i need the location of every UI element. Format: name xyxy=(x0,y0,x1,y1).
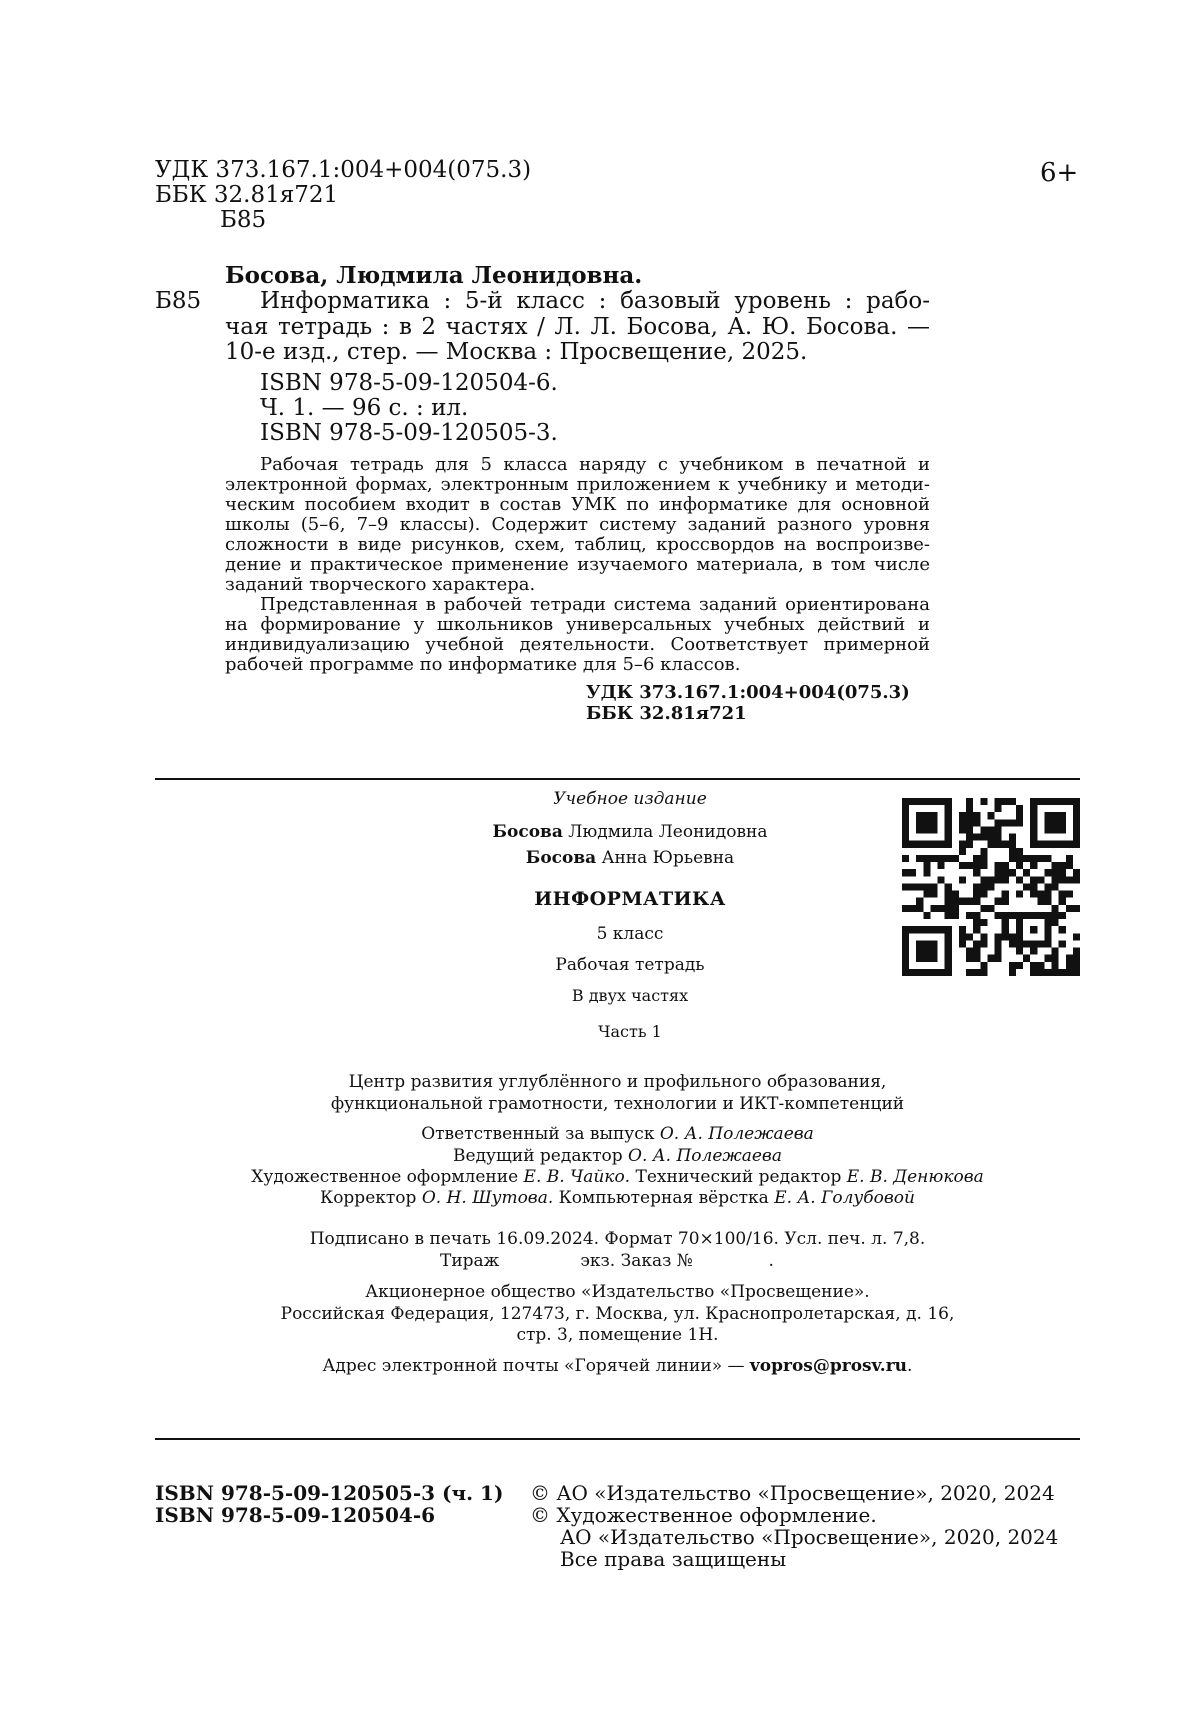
biblio-bbk-right: ББК 32.81я721 xyxy=(586,703,747,724)
hotline-email-end: . xyxy=(907,1356,913,1376)
divider-bottom xyxy=(155,1438,1080,1440)
publisher-line-3: стр. 3, помещение 1Н. xyxy=(516,1325,719,1345)
publisher-line-2: Российская Федерация, 127473, г. Москва, ул. Краснопролетарская, д. 16, xyxy=(280,1304,955,1324)
layout-name: Е. А. Голубовой xyxy=(774,1188,915,1208)
author-1 xyxy=(400,823,860,842)
abstract1-line-4: школы (5–6, 7–9 классы). Содержит систему заданий разного уровня xyxy=(225,514,930,535)
author-2-surname: Босова xyxy=(525,848,597,868)
art-name: Е. В. Чайко. xyxy=(523,1167,631,1187)
proof-label: Корректор xyxy=(320,1188,422,1208)
signed-line: Подписано в печать 16.09.2024. Формат 70×100/16. Усл. печ. л. 7,8. xyxy=(309,1229,926,1249)
copyright-line-3: АО «Издательство «Просвещение», 2020, 2024 xyxy=(560,1525,1059,1549)
edition-type: Учебное издание xyxy=(553,789,707,809)
center-line-2: функциональной грамотности, технологии и ИКТ-компетенций xyxy=(330,1094,905,1114)
biblio-udk-right: УДК 373.167.1:004+004(075.3) xyxy=(586,682,910,703)
proof-name: О. Н. Шутова. xyxy=(421,1188,554,1208)
responsible-name: О. А. Полежаева xyxy=(659,1124,814,1144)
header-author-mark: Б85 xyxy=(220,207,267,233)
copyright-line-2: © Художественное оформление. xyxy=(530,1503,877,1527)
header-udk: УДК 373.167.1:004+004(075.3) xyxy=(155,157,532,183)
art-tech-line xyxy=(155,1168,1080,1187)
author-1-surname: Босова xyxy=(492,822,563,842)
abstract1-line-1: Рабочая тетрадь для 5 класса наряду с учебником в печатной и xyxy=(260,454,930,475)
lead-editor-name: О. А. Полежаева xyxy=(628,1146,782,1166)
grade: 5 класс xyxy=(596,924,664,944)
hotline-email-label: Адрес электронной почты «Горячей линии» — xyxy=(322,1356,750,1376)
author-2-name: Анна Юрьевна xyxy=(596,848,735,868)
biblio-mark: Б85 xyxy=(155,288,202,314)
biblio-heading-author: Босова, Людмила Леонидовна. xyxy=(225,262,643,289)
biblio-isbn-line-2: Ч. 1. — 96 с. : ил. xyxy=(260,395,469,421)
footer-isbn-2: ISBN 978-5-09-120504-6 xyxy=(155,1503,436,1527)
tech-name: Е. В. Денюкова xyxy=(846,1167,984,1187)
biblio-isbn-line-1: ISBN 978-5-09-120504-6. xyxy=(260,370,558,396)
biblio-desc-line-3: 10-е изд., стер. — Москва : Просвещение, 2025. xyxy=(225,339,808,365)
abstract2-line-1: Представленная в рабочей тетради система заданий ориентирована xyxy=(260,594,930,615)
circulation-line: Тираж экз. Заказ № . xyxy=(440,1251,774,1271)
responsible-line xyxy=(155,1125,1080,1144)
layout-label: Компьютерная вёрстка xyxy=(553,1188,775,1208)
part-number: Часть 1 xyxy=(598,1022,662,1041)
abstract2-line-3: индивидуализацию учебной деятельности. Соответствует примерной xyxy=(225,634,930,655)
parts-note: В двух частях xyxy=(571,986,689,1005)
proof-layout-line xyxy=(155,1189,1080,1208)
copyright-line-1: © АО «Издательство «Просвещение», 2020, 2024 xyxy=(530,1481,1055,1505)
divider-top xyxy=(155,778,1080,780)
footer-isbn-1: ISBN 978-5-09-120505-3 (ч. 1) xyxy=(155,1481,504,1505)
abstract1-line-3: ческим пособием входит в состав УМК по информатике для основной xyxy=(225,494,930,515)
biblio-desc-line-1: Информатика : 5-й класс : базовый уровень : рабо- xyxy=(260,288,930,314)
hotline-email-line xyxy=(155,1357,1080,1376)
abstract1-line-2: электронной формах, электронным приложением к учебнику и методи- xyxy=(225,474,930,495)
center-line-1: Центр развития углублённого и профильного образования, xyxy=(348,1072,887,1092)
author-2 xyxy=(400,849,860,868)
book-title: ИНФОРМАТИКА xyxy=(534,888,726,910)
biblio-isbn-line-3: ISBN 978-5-09-120505-3. xyxy=(260,420,558,446)
publisher-line-1: Акционерное общество «Издательство «Просвещение». xyxy=(365,1282,870,1302)
biblio-desc-line-2: чая тетрадь : в 2 частях / Л. Л. Босова, А. Ю. Босова. — xyxy=(225,314,930,340)
abstract2-line-2: на формирование у школьников универсальных учебных действий и xyxy=(225,614,930,635)
hotline-email-link[interactable]: vopros@prosv.ru xyxy=(749,1356,908,1376)
qr-code-icon xyxy=(902,798,1080,976)
tech-label: Технический редактор xyxy=(630,1167,847,1187)
responsible-label: Ответственный за выпуск xyxy=(421,1124,660,1144)
age-rating: 6+ xyxy=(1040,158,1079,188)
abstract1-line-6: дение и практическое применение изучаемого материала, в том числе xyxy=(225,554,930,575)
abstract2-line-4: рабочей программе по информатике для 5–6 классов. xyxy=(225,654,741,675)
abstract1-line-7: заданий творческого характера. xyxy=(225,574,536,595)
art-label: Художественное оформление xyxy=(251,1167,524,1187)
lead-editor-label: Ведущий редактор xyxy=(453,1146,629,1166)
abstract1-line-5: сложности в виде рисунков, схем, таблиц, кроссвордов на воспроизве- xyxy=(225,534,930,555)
author-1-name: Людмила Леонидовна xyxy=(562,822,768,842)
lead-editor-line xyxy=(155,1147,1080,1166)
book-type: Рабочая тетрадь xyxy=(555,955,705,975)
copyright-line-4: Все права защищены xyxy=(560,1547,787,1571)
header-bbk: ББК 32.81я721 xyxy=(155,182,339,208)
